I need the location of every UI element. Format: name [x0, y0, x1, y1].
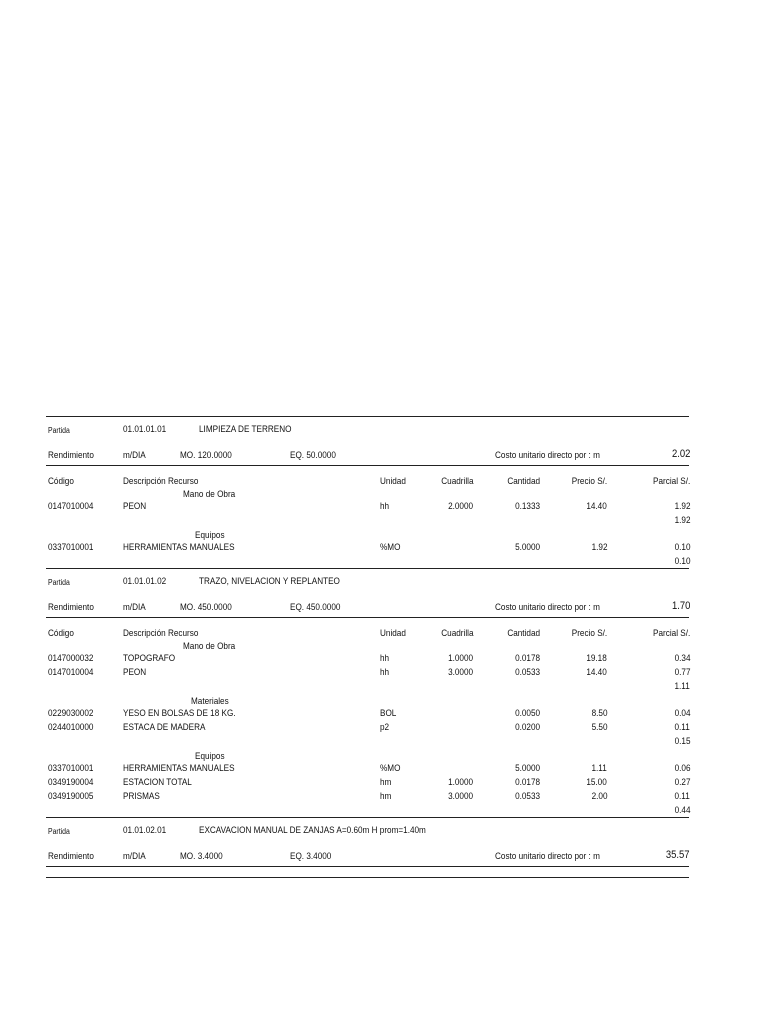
item-cantidad: 5.0000	[515, 542, 540, 553]
partida-label: Partida	[48, 827, 70, 836]
rendimiento-unit: m/DIA	[123, 602, 146, 613]
item-unidad: p2	[380, 722, 390, 733]
item-precio: 1.11	[591, 763, 607, 774]
rendimiento-unit: m/DIA	[123, 450, 146, 461]
rendimiento-mo: MO. 3.4000	[180, 851, 223, 862]
item-cantidad: 5.0000	[515, 763, 540, 774]
rendimiento-eq: EQ. 3.4000	[290, 851, 332, 862]
col-header-precio: Precio S/.	[571, 476, 607, 487]
partida-top-rule	[46, 568, 689, 569]
rendimiento-rule	[46, 465, 689, 466]
costo-unitario-value: 1.70	[671, 600, 690, 612]
item-unidad: hh	[380, 667, 390, 678]
group-name: Mano de Obra	[183, 641, 236, 652]
item-cantidad: 0.0050	[515, 708, 540, 719]
item-cantidad: 0.0533	[515, 667, 540, 678]
item-codigo: 0147010004	[48, 667, 94, 678]
item-cantidad: 0.0178	[515, 653, 540, 664]
item-descripcion: HERRAMIENTAS MANUALES	[123, 763, 235, 774]
costo-unitario-label: Costo unitario directo por : m	[495, 851, 600, 862]
group-subtotal: 1.92	[674, 515, 690, 526]
costo-unitario-value: 35.57	[666, 849, 690, 861]
rendimiento-label: Rendimiento	[48, 602, 94, 613]
item-parcial: 0.04	[674, 708, 690, 719]
item-parcial: 0.11	[674, 791, 690, 802]
rendimiento-eq: EQ. 50.0000	[290, 450, 336, 461]
item-precio: 8.50	[591, 708, 607, 719]
rendimiento-unit: m/DIA	[123, 851, 146, 862]
partida-title: TRAZO, NIVELACION Y REPLANTEO	[199, 576, 340, 587]
item-parcial: 1.92	[674, 501, 690, 512]
costo-unitario-label: Costo unitario directo por : m	[495, 602, 600, 613]
group-name: Mano de Obra	[183, 489, 236, 500]
col-header-codigo: Código	[48, 628, 74, 639]
group-subtotal: 0.15	[674, 736, 690, 747]
item-parcial: 0.27	[674, 777, 690, 788]
item-codigo: 0349190004	[48, 777, 94, 788]
item-descripcion: ESTACION TOTAL	[123, 777, 192, 788]
partida-top-rule	[46, 416, 689, 417]
item-descripcion: PRISMAS	[123, 791, 160, 802]
item-descripcion: PEON	[123, 501, 147, 512]
item-codigo: 0337010001	[48, 763, 94, 774]
group-name: Equipos	[195, 751, 225, 762]
item-codigo: 0147000032	[48, 653, 94, 664]
item-descripcion: YESO EN BOLSAS DE 18 KG.	[123, 708, 236, 719]
item-descripcion: ESTACA DE MADERA	[123, 722, 206, 733]
item-cantidad: 0.0533	[515, 791, 540, 802]
col-header-parcial: Parcial S/.	[652, 628, 690, 639]
item-unidad: hm	[380, 777, 392, 788]
item-parcial: 0.06	[674, 763, 690, 774]
col-header-cantidad: Cantidad	[507, 628, 540, 639]
group-name: Materiales	[191, 696, 229, 707]
item-cuadrilla: 3.0000	[448, 791, 473, 802]
group-name: Equipos	[195, 530, 225, 541]
group-subtotal: 1.11	[674, 681, 690, 692]
item-descripcion: HERRAMIENTAS MANUALES	[123, 542, 235, 553]
partida-code: 01.01.02.01	[123, 825, 167, 836]
item-unidad: %MO	[380, 763, 401, 774]
rendimiento-rule	[46, 617, 689, 618]
partida-title: LIMPIEZA DE TERRENO	[199, 424, 292, 435]
item-cuadrilla: 1.0000	[448, 777, 473, 788]
col-header-descripcion: Descripción Recurso	[123, 628, 199, 639]
item-codigo: 0337010001	[48, 542, 94, 553]
rendimiento-label: Rendimiento	[48, 851, 94, 862]
rendimiento-rule	[46, 866, 689, 867]
col-header-unidad: Unidad	[380, 476, 406, 487]
rendimiento-mo: MO. 450.0000	[180, 602, 232, 613]
item-precio: 1.92	[591, 542, 607, 553]
rendimiento-label: Rendimiento	[48, 450, 94, 461]
item-cuadrilla: 1.0000	[448, 653, 473, 664]
item-precio: 5.50	[591, 722, 607, 733]
item-descripcion: PEON	[123, 667, 147, 678]
col-header-cuadrilla: Cuadrilla	[440, 476, 473, 487]
item-descripcion: TOPOGRAFO	[123, 653, 176, 664]
item-precio: 2.00	[591, 791, 607, 802]
costo-unitario-value: 2.02	[671, 448, 690, 460]
col-header-descripcion: Descripción Recurso	[123, 476, 199, 487]
costo-unitario-label: Costo unitario directo por : m	[495, 450, 600, 461]
item-cantidad: 0.0178	[515, 777, 540, 788]
item-codigo: 0244010000	[48, 722, 94, 733]
item-cantidad: 0.0200	[515, 722, 540, 733]
partida-label: Partida	[48, 426, 70, 435]
item-precio: 14.40	[586, 501, 607, 512]
col-header-cantidad: Cantidad	[507, 476, 540, 487]
item-parcial: 0.34	[674, 653, 690, 664]
item-codigo: 0229030002	[48, 708, 94, 719]
rendimiento-eq: EQ. 450.0000	[290, 602, 341, 613]
item-parcial: 0.11	[674, 722, 690, 733]
item-codigo: 0147010004	[48, 501, 94, 512]
item-cuadrilla: 3.0000	[448, 667, 473, 678]
item-precio: 15.00	[586, 777, 607, 788]
partida-code: 01.01.01.01	[123, 424, 167, 435]
item-codigo: 0349190005	[48, 791, 94, 802]
col-header-codigo: Código	[48, 476, 74, 487]
item-unidad: BOL	[380, 708, 397, 719]
item-cantidad: 0.1333	[515, 501, 540, 512]
item-cuadrilla: 2.0000	[448, 501, 473, 512]
col-header-unidad: Unidad	[380, 628, 406, 639]
item-parcial: 0.77	[674, 667, 690, 678]
item-unidad: %MO	[380, 542, 401, 553]
partida-title: EXCAVACION MANUAL DE ZANJAS A=0.60m H prom=1.40m	[199, 825, 426, 836]
group-subtotal: 0.10	[674, 556, 690, 567]
bottom-rule	[46, 877, 689, 878]
col-header-precio: Precio S/.	[571, 628, 607, 639]
col-header-cuadrilla: Cuadrilla	[440, 628, 473, 639]
rendimiento-mo: MO. 120.0000	[180, 450, 232, 461]
partida-code: 01.01.01.02	[123, 576, 167, 587]
item-precio: 14.40	[586, 667, 607, 678]
item-precio: 19.18	[586, 653, 607, 664]
item-unidad: hm	[380, 791, 392, 802]
item-unidad: hh	[380, 653, 390, 664]
item-parcial: 0.10	[674, 542, 690, 553]
partida-top-rule	[46, 817, 689, 818]
group-subtotal: 0.44	[674, 805, 690, 816]
col-header-parcial: Parcial S/.	[652, 476, 690, 487]
partida-label: Partida	[48, 578, 70, 587]
item-unidad: hh	[380, 501, 390, 512]
